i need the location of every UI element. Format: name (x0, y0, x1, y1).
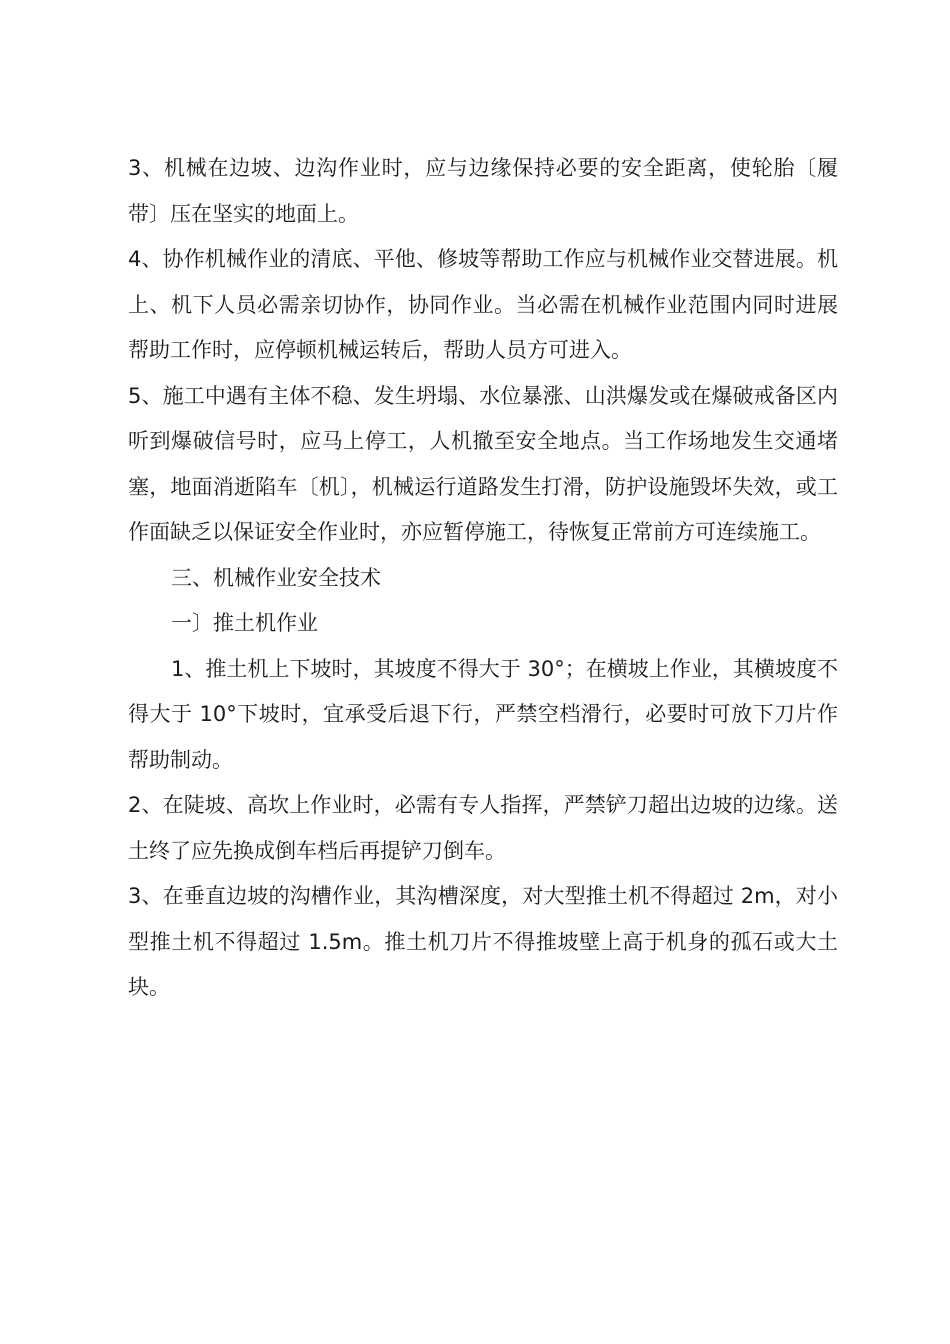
item-trench-depth: 3、在垂直边坡的沟槽作业，其沟槽深度，对大型推土机不得超过 2m，对小型推土机不得超过 1.5m。推土机刀片不得推坡壁上高于机身的孤石或大土块。 (128, 884, 838, 999)
paragraph-auxiliary-work: 4、协作机械作业的清底、平他、修坡等帮助工作应与机械作业交替进展。机上、机下人员必需亲切协作，协同作业。当必需在机械作业范围内同时进展帮助工作时，应停顿机械运转后，帮助人员方可进入。 (128, 247, 838, 362)
sub-heading: 一〕推土机作业 (171, 611, 318, 635)
item-slope-grade: 1、推土机上下坡时，其坡度不得大于 30°；在横坡上作业，其横坡度不得大于 10°下坡时，宜承受后退下行，严禁空档滑行，必要时可放下刀片作帮助制动。 (128, 656, 838, 772)
paragraph-slope-distance: 3、机械在边坡、边沟作业时，应与边缘保持必要的安全距离，使轮胎〔履带〕压在坚实的地面上。 (128, 156, 838, 226)
section-heading: 三、机械作业安全技术 (171, 565, 381, 590)
item-steep-slope: 2、在陡坡、高坎上作业时，必需有专人指挥，严禁铲刀超出边坡的边缘。送土终了应先换成倒车档后再提铲刀倒车。 (128, 793, 838, 863)
document-body (128, 146, 838, 1011)
paragraph-stop-work: 5、施工中遇有主体不稳、发生坍塌、水位暴涨、山洪爆发或在爆破戒备区内听到爆破信号时，应马上停工，人机撤至安全地点。当工作场地发生交通堵塞，地面消逝陷车〔机〕，机械运行道路发生打滑，防护设施毁坏失效，或工作面缺乏以保证安全作业时，亦应暂停施工，待恢复正常前方可连续施工。 (128, 383, 838, 544)
